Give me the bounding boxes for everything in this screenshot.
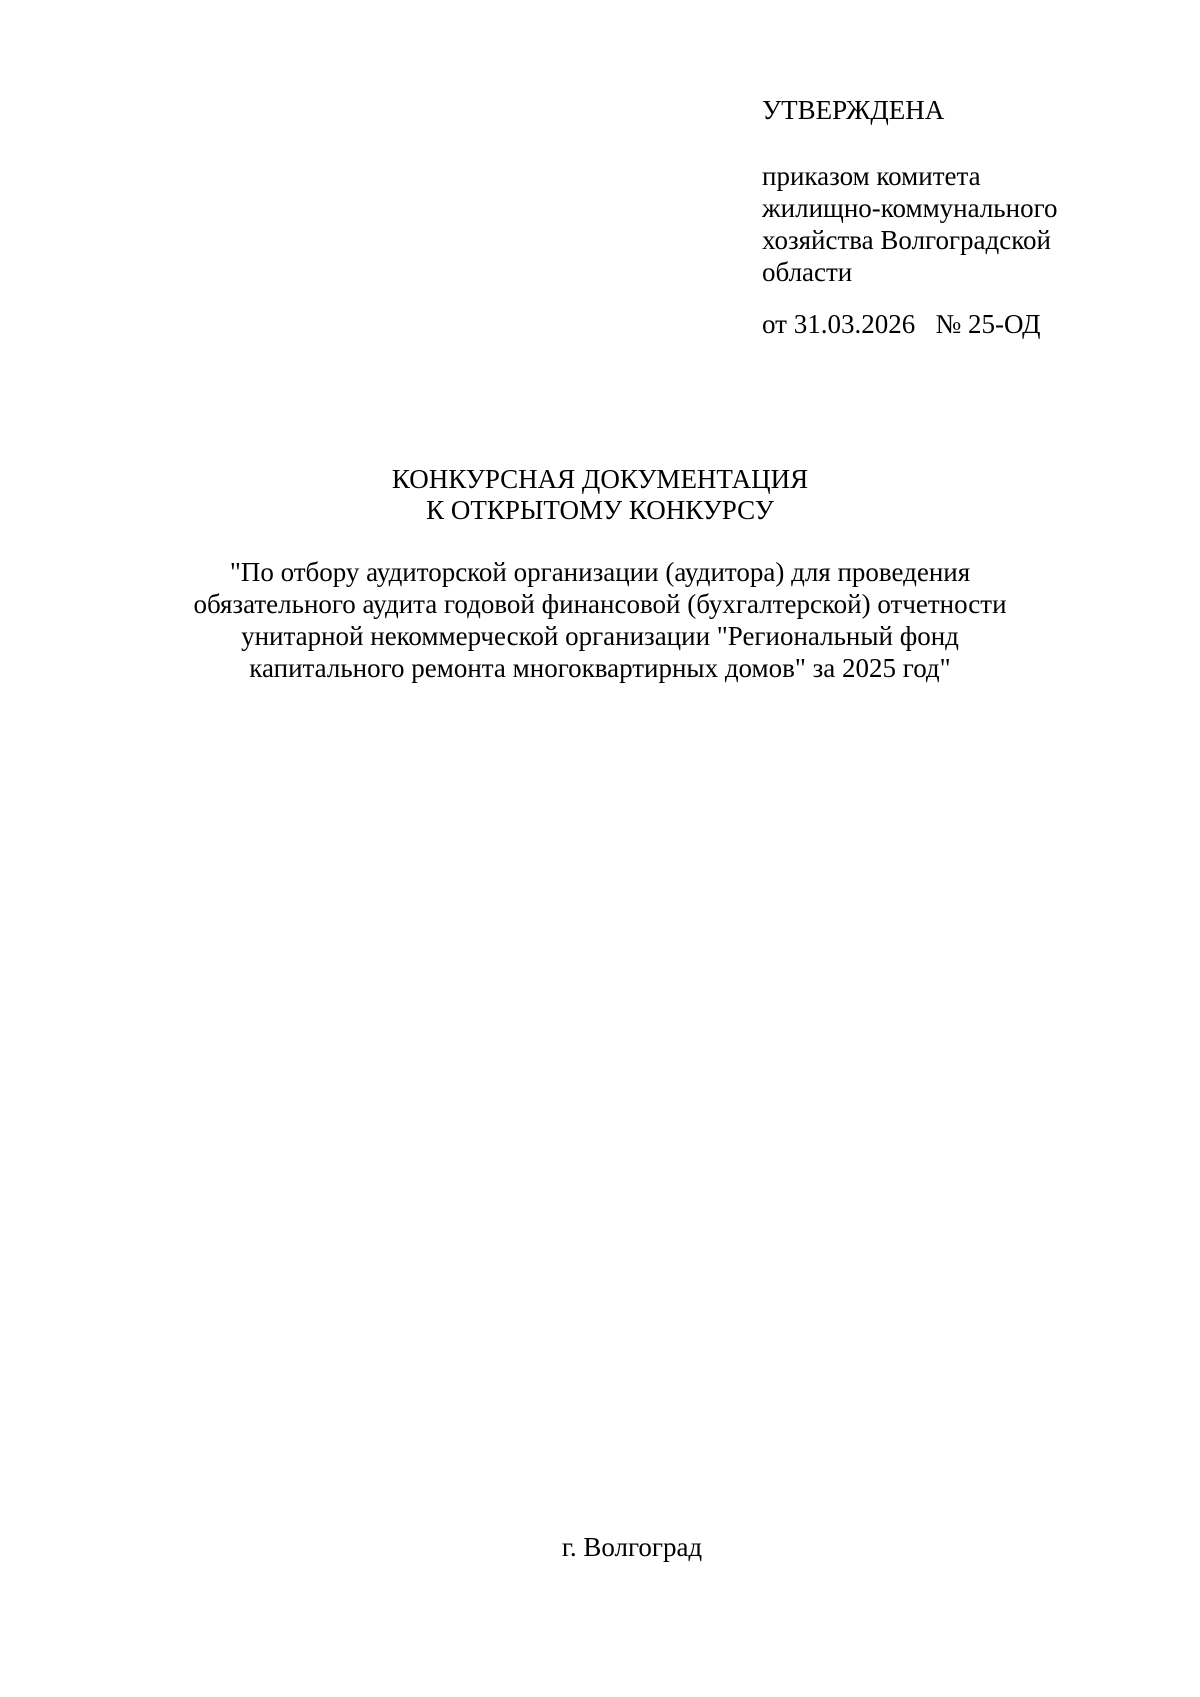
approval-line: приказом комитета xyxy=(762,161,981,191)
subject-line: капитального ремонта многоквартирных домов" за 2025 год" xyxy=(249,653,951,683)
approval-line: хозяйства Волгоградской xyxy=(762,225,1051,255)
approval-order-text xyxy=(762,160,1122,288)
title-line: КОНКУРСНАЯ ДОКУМЕНТАЦИЯ xyxy=(391,464,809,494)
document-title xyxy=(0,464,1200,526)
city-footer: г. Волгоград xyxy=(561,1532,703,1562)
subject-line: "По отбору аудиторской организации (аудитора) для проведения xyxy=(229,557,971,587)
approval-line: области xyxy=(762,257,853,287)
approval-heading: УТВЕРЖДЕНА xyxy=(762,95,945,125)
title-line: К ОТКРЫТОМУ КОНКУРСУ xyxy=(426,495,774,525)
approval-stamp-block xyxy=(762,94,1122,340)
subject-line: обязательного аудита годовой финансовой (бухгалтерской) отчетности xyxy=(193,589,1007,619)
approval-line: жилищно-коммунального xyxy=(762,193,1058,223)
approval-date-number: от 31.03.2026 № 25-ОД xyxy=(762,309,1041,339)
subject-line: унитарной некоммерческой организации "Региональный фонд xyxy=(241,621,959,651)
contest-subject xyxy=(0,556,1200,684)
